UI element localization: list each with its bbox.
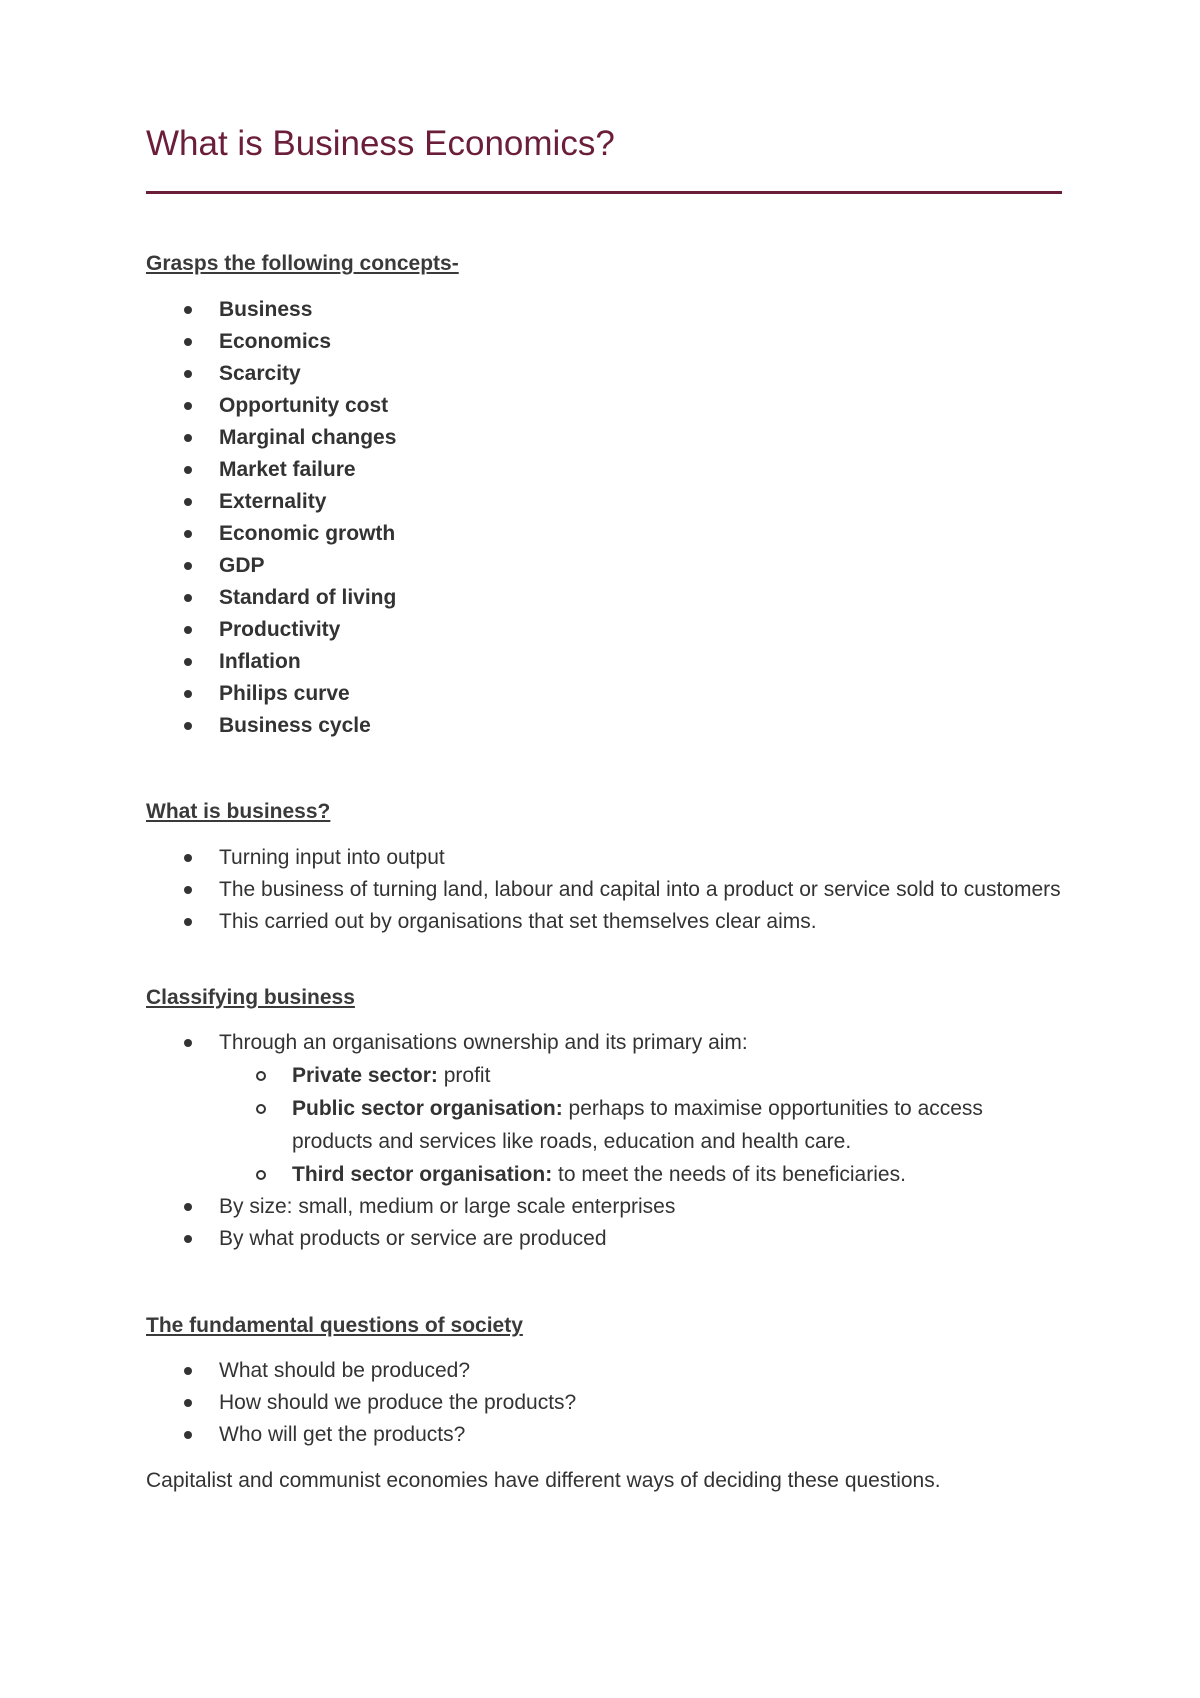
- fundamental-questions-heading: The fundamental questions of society: [146, 1314, 523, 1337]
- bullet-icon: [184, 626, 192, 634]
- bullet-icon: [184, 854, 192, 862]
- bullet-icon: [184, 562, 192, 570]
- list-item: Inflation: [146, 646, 1062, 678]
- bullet-icon: [184, 918, 192, 926]
- list-item: Business: [146, 294, 1062, 326]
- bullet-icon: [184, 338, 192, 346]
- list-item: GDP: [146, 550, 1062, 582]
- document-title: What is Business Economics?: [146, 124, 615, 163]
- list-item: Who will get the products?: [146, 1419, 1062, 1451]
- list-item: Market failure: [146, 454, 1062, 486]
- list-item: How should we produce the products?: [146, 1387, 1062, 1419]
- what-is-business-heading: What is business?: [146, 800, 331, 823]
- bullet-icon: [184, 1431, 192, 1439]
- concepts-heading: Grasps the following concepts-: [146, 252, 459, 275]
- classifying-heading: Classifying business: [146, 986, 355, 1009]
- list-item: Opportunity cost: [146, 390, 1062, 422]
- list-item: Turning input into output: [146, 842, 1062, 874]
- bullet-icon: [184, 1039, 192, 1047]
- list-item: Business cycle: [146, 710, 1062, 742]
- bullet-icon: [184, 434, 192, 442]
- hollow-bullet-icon: [256, 1071, 266, 1081]
- list-item: By size: small, medium or large scale enterprises: [146, 1191, 1062, 1223]
- fundamental-questions-list: [146, 1355, 1062, 1451]
- list-item: Scarcity: [146, 358, 1062, 390]
- what-is-business-list: [146, 842, 1062, 938]
- bullet-icon: [184, 498, 192, 506]
- list-item: Standard of living: [146, 582, 1062, 614]
- list-item: Philips curve: [146, 678, 1062, 710]
- list-item: What should be produced?: [146, 1355, 1062, 1387]
- bullet-icon: [184, 306, 192, 314]
- list-item: Economics: [146, 326, 1062, 358]
- hollow-bullet-icon: [256, 1170, 266, 1180]
- list-item: This carried out by organisations that set themselves clear aims.: [146, 906, 1062, 938]
- bullet-icon: [184, 1399, 192, 1407]
- sublist-item: Private sector: profit: [219, 1059, 1062, 1092]
- bullet-icon: [184, 1367, 192, 1375]
- title-divider: [146, 191, 1062, 194]
- list-item: Economic growth: [146, 518, 1062, 550]
- sector-sublist: [219, 1059, 1062, 1191]
- hollow-bullet-icon: [256, 1104, 266, 1114]
- list-item: Marginal changes: [146, 422, 1062, 454]
- bullet-icon: [184, 690, 192, 698]
- bullet-icon: [184, 886, 192, 894]
- bullet-icon: [184, 530, 192, 538]
- bullet-icon: [184, 466, 192, 474]
- bullet-icon: [184, 1203, 192, 1211]
- classifying-list: [146, 1027, 1062, 1255]
- sublist-item: Public sector organisation: perhaps to maximise opportunities to access products and services like roads, education and health care.: [219, 1092, 1062, 1158]
- list-item: By what products or service are produced: [146, 1223, 1062, 1255]
- bullet-icon: [184, 402, 192, 410]
- list-item: The business of turning land, labour and capital into a product or service sold to customers: [146, 874, 1062, 906]
- bullet-icon: [184, 658, 192, 666]
- bullet-icon: [184, 722, 192, 730]
- sublist-item: Third sector organisation: to meet the needs of its beneficiaries.: [219, 1158, 1062, 1191]
- bullet-icon: [184, 1235, 192, 1243]
- list-item: Productivity: [146, 614, 1062, 646]
- bullet-icon: [184, 370, 192, 378]
- bullet-icon: [184, 594, 192, 602]
- closing-paragraph: Capitalist and communist economies have different ways of deciding these questions.: [146, 1469, 941, 1492]
- concepts-list: [146, 294, 1062, 742]
- list-item: Through an organisations ownership and its primary aim: Private sector: profit Public sector organisation: perhaps to maximise opportunities to access products and services like roads, education and health care. Third sector organisation: to meet the needs of its beneficiaries.: [146, 1027, 1062, 1191]
- list-item: Externality: [146, 486, 1062, 518]
